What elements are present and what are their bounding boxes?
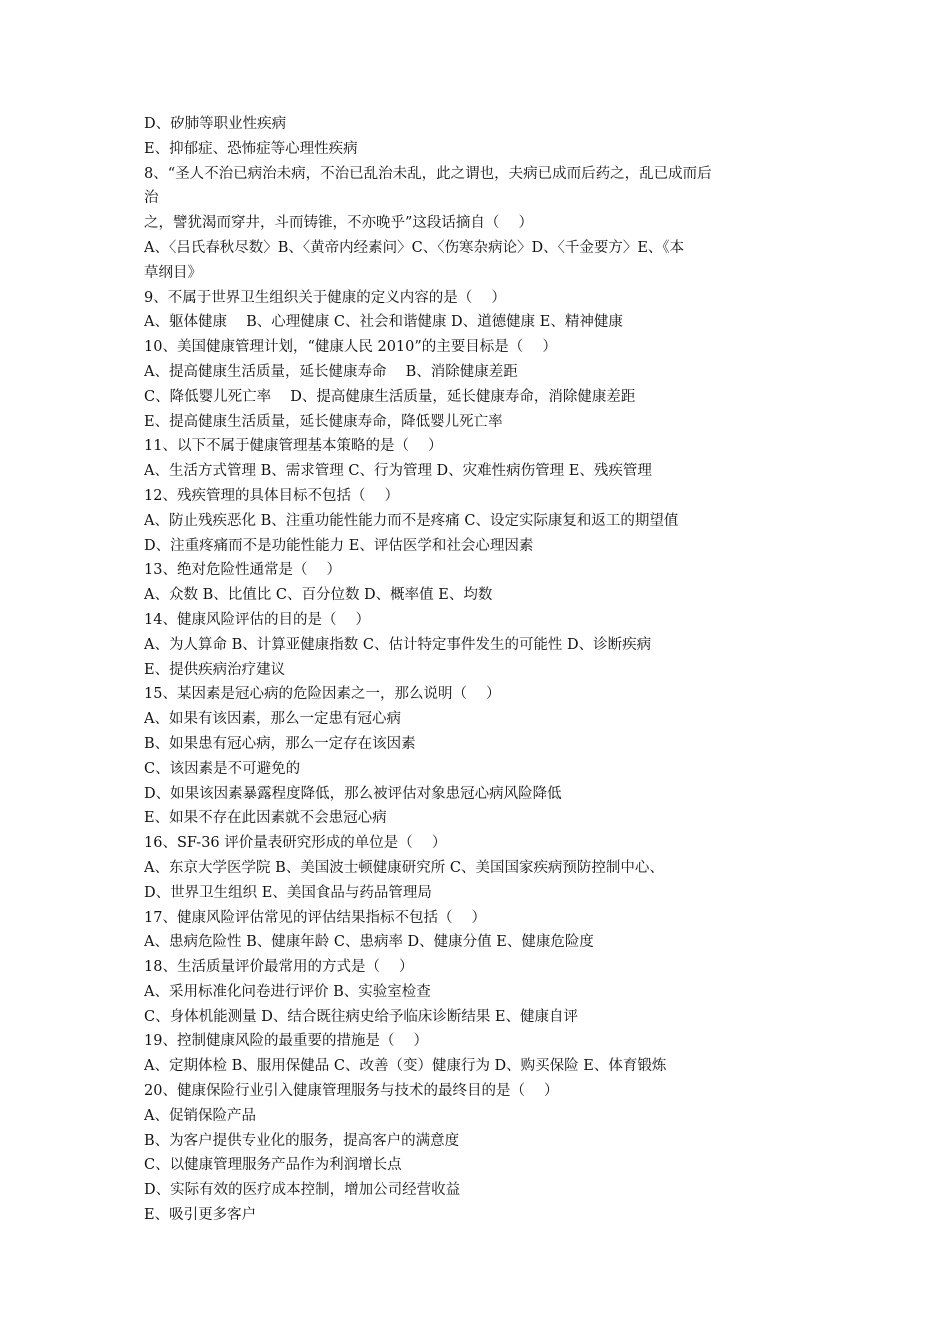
options-line: A、躯体健康 B、心理健康 C、社会和谐健康 D、道德健康 E、精神健康 [144,314,623,331]
question-15: 15、某因素是冠心病的危险因素之一，那么说明（ ） [144,686,501,703]
options-line: A、提高健康生活质量，延长健康寿命 B、消除健康差距 [144,363,518,380]
options-line: E、如果不存在此因素就不会患冠心病 [144,810,387,827]
options-line: A、采用标准化问卷进行评价 B、实验室检查 [144,983,431,1000]
question-13: 13、绝对危险性通常是（ ） [144,562,342,579]
question-14: 14、健康风险评估的目的是（ ） [144,611,371,628]
question-19: 19、控制健康风险的最重要的措施是（ ） [144,1033,429,1050]
options-line: E、吸引更多客户 [144,1207,257,1224]
options-line: C、身体机能测量 D、结合既往病史给予临床诊断结果 E、健康自评 [144,1008,579,1025]
question-12: 12、残疾管理的具体目标不包括（ ） [144,487,400,504]
question-18: 18、生活质量评价最常用的方式是（ ） [144,959,414,976]
text-line: D、矽肺等职业性疾病 [144,116,287,132]
text-line: E、抑郁症、恐怖症等心理性疾病 [144,140,358,157]
options-line: D、注重疼痛而不是功能性能力 E、评估医学和社会心理因素 [144,537,534,554]
options-line: D、实际有效的医疗成本控制，增加公司经营收益 [144,1182,461,1199]
options-line: A、为人算命 B、计算亚健康指数 C、估计特定事件发生的可能性 D、诊断疾病 [144,636,652,653]
options-line: E、提供疾病治疗建议 [144,661,286,678]
options-line: A、众数 B、比值比 C、百分位数 D、概率值 E、均数 [144,587,493,604]
question-20: 20、健康保险行业引入健康管理服务与技术的最终目的是（ ） [144,1083,559,1100]
options-line: B、如果患有冠心病，那么一定存在该因素 [144,735,416,752]
options-line: E、提高健康生活质量，延长健康寿命，降低婴儿死亡率 [144,413,503,430]
options-line: D、如果该因素暴露程度降低，那么被评估对象患冠心病风险降低 [144,785,562,802]
options-line: A、患病危险性 B、健康年龄 C、患病率 D、健康分值 E、健康危险度 [144,934,594,951]
options-line: C、降低婴儿死亡率 D、提高健康生活质量，延长健康寿命，消除健康差距 [144,388,636,405]
options-line: A、定期体检 B、服用保健品 C、改善（变）健康行为 D、购买保险 E、体育锻炼 [144,1058,667,1075]
question-16: 16、SF-36 评价量表研究形成的单位是（ ） [144,835,447,852]
options-line: A、生活方式管理 B、需求管理 C、行为管理 D、灾难性病伤管理 E、残疾管理 [144,463,652,480]
options-line: B、为客户提供专业化的服务，提高客户的满意度 [144,1132,460,1149]
options-line: D、世界卫生组织 E、美国食品与药品管理局 [144,884,432,901]
question-8: 8、“圣人不治已病治未病，不治已乱治未乱，此之谓也，夫病已成而后药之，乱已成而后 [144,165,712,182]
options-line: C、以健康管理服务产品作为利润增长点 [144,1157,402,1174]
options-line: A、如果有该因素，那么一定患有冠心病 [144,711,401,728]
options-line: A、东京大学医学院 B、美国波士顿健康研究所 C、美国国家疾病预防控制中心、 [144,859,664,876]
document-page [144,112,814,1228]
question-11: 11、以下不属于健康管理基本策略的是（ ） [144,438,443,455]
options-line: A、促销保险产品 [144,1107,256,1124]
text-line: 之，譬犹渴而穿井，斗而铸锥，不亦晚乎”这段话摘自（ ） [144,215,534,232]
text-line: 治 [144,190,159,207]
text-line: 草纲目》 [144,264,202,281]
options-line: A、防止残疾恶化 B、注重功能性能力而不是疼痛 C、设定实际康复和返工的期望值 [144,512,679,529]
options-line: A、〈吕氏春秋尽数〉B、〈黄帝内经素问〉C、〈伤寒杂病论〉D、〈千金要方〉E、《本 [144,239,685,256]
options-line: C、该因素是不可避免的 [144,760,301,777]
question-9: 9、不属于世界卫生组织关于健康的定义内容的是（ ） [144,289,506,306]
question-17: 17、健康风险评估常见的评估结果指标不包括（ ） [144,909,487,926]
question-10: 10、美国健康管理计划，“健康人民 2010”的主要目标是（ ） [144,339,557,356]
